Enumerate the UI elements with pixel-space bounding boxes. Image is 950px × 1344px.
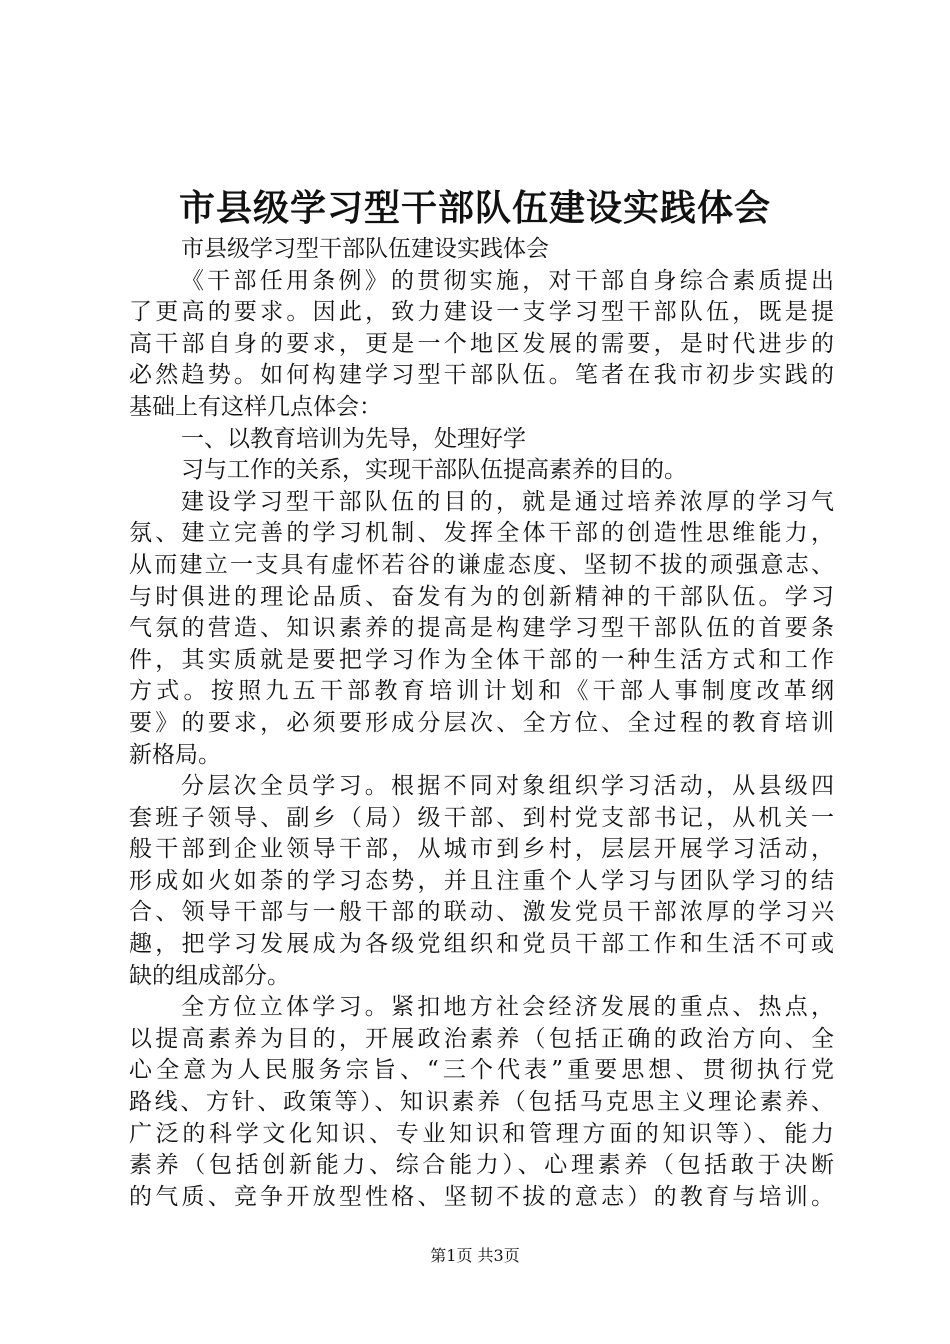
body-line: 分层次全员学习。根据不同对象组织学习活动，从县级四 [181, 773, 834, 800]
body-line: 氛、建立完善的学习机制、发挥全体干部的创造性思维能力， [129, 520, 834, 547]
document-body [129, 234, 834, 1213]
body-line: 要》的要求，必须要形成分层次、全方位、全过程的教育培训 [129, 709, 834, 736]
body-line: 形成如火如荼的学习态势，并且注重个人学习与团队学习的结 [129, 867, 834, 894]
body-line: 方式。按照九五干部教育培训计划和《干部人事制度改革纲 [129, 678, 834, 705]
body-line: 般干部到企业领导干部，从城市到乡村，层层开展学习活动， [129, 836, 834, 863]
body-line: 新格局。 [129, 741, 221, 768]
body-line: 习与工作的关系，实现干部队伍提高素养的目的。 [181, 457, 687, 484]
body-line: 合、领导干部与一般干部的联动、激发党员干部浓厚的学习兴 [129, 899, 834, 926]
body-line: 心全意为人民服务宗旨、“三个代表”重要思想、贯彻执行党 [129, 1057, 834, 1084]
body-line: 以提高素养为目的，开展政治素养（包括正确的政治方向、全 [129, 1025, 834, 1052]
body-line: 件，其实质就是要把学习作为全体干部的一种生活方式和工作 [129, 646, 834, 673]
body-line: 的气质、竞争开放型性格、坚韧不拔的意志）的教育与培训。 [129, 1183, 834, 1210]
body-line: 必然趋势。如何构建学习型干部队伍。笔者在我市初步实践的 [129, 362, 834, 389]
page-number-footer: 第1页 共3页 [430, 1246, 520, 1265]
body-line: 套班子领导、副乡（局）级干部、到村党支部书记，从机关一 [129, 804, 834, 831]
body-line: 与时俱进的理论品质、奋发有为的创新精神的干部队伍。学习 [129, 583, 834, 610]
body-line: 从而建立一支具有虚怀若谷的谦虚态度、坚韧不拔的顽强意志、 [129, 551, 834, 578]
body-line: 全方位立体学习。紧扣地方社会经济发展的重点、热点， [181, 994, 834, 1021]
body-line: 了更高的要求。因此，致力建设一支学习型干部队伍，既是提 [129, 299, 834, 326]
body-line: 市县级学习型干部队伍建设实践体会 [181, 236, 549, 262]
body-line: 路线、方针、政策等）、知识素养（包括马克思主义理论素养、 [129, 1089, 834, 1116]
document-title: 市县级学习型干部队伍建设实践体会 [178, 187, 771, 229]
body-line: 《干部任用条例》的贯彻实施，对干部自身综合素质提出 [181, 267, 834, 294]
body-line: 趣，把学习发展成为各级党组织和党员干部工作和生活不可或 [129, 931, 834, 958]
body-line: 一、以教育培训为先导，处理好学 [181, 425, 526, 452]
body-line: 基础上有这样几点体会： [129, 393, 382, 420]
body-line: 气氛的营造、知识素养的提高是构建学习型干部队伍的首要条 [129, 615, 834, 642]
body-line: 缺的组成部分。 [129, 962, 290, 989]
body-line: 素养（包括创新能力、综合能力）、心理素养（包括敢于决断 [129, 1152, 834, 1179]
body-line: 广泛的科学文化知识、专业知识和管理方面的知识等）、能力 [129, 1120, 834, 1147]
body-line: 建设学习型干部队伍的目的，就是通过培养浓厚的学习气 [181, 488, 834, 515]
body-line: 高干部自身的要求，更是一个地区发展的需要，是时代进步的 [129, 330, 834, 357]
